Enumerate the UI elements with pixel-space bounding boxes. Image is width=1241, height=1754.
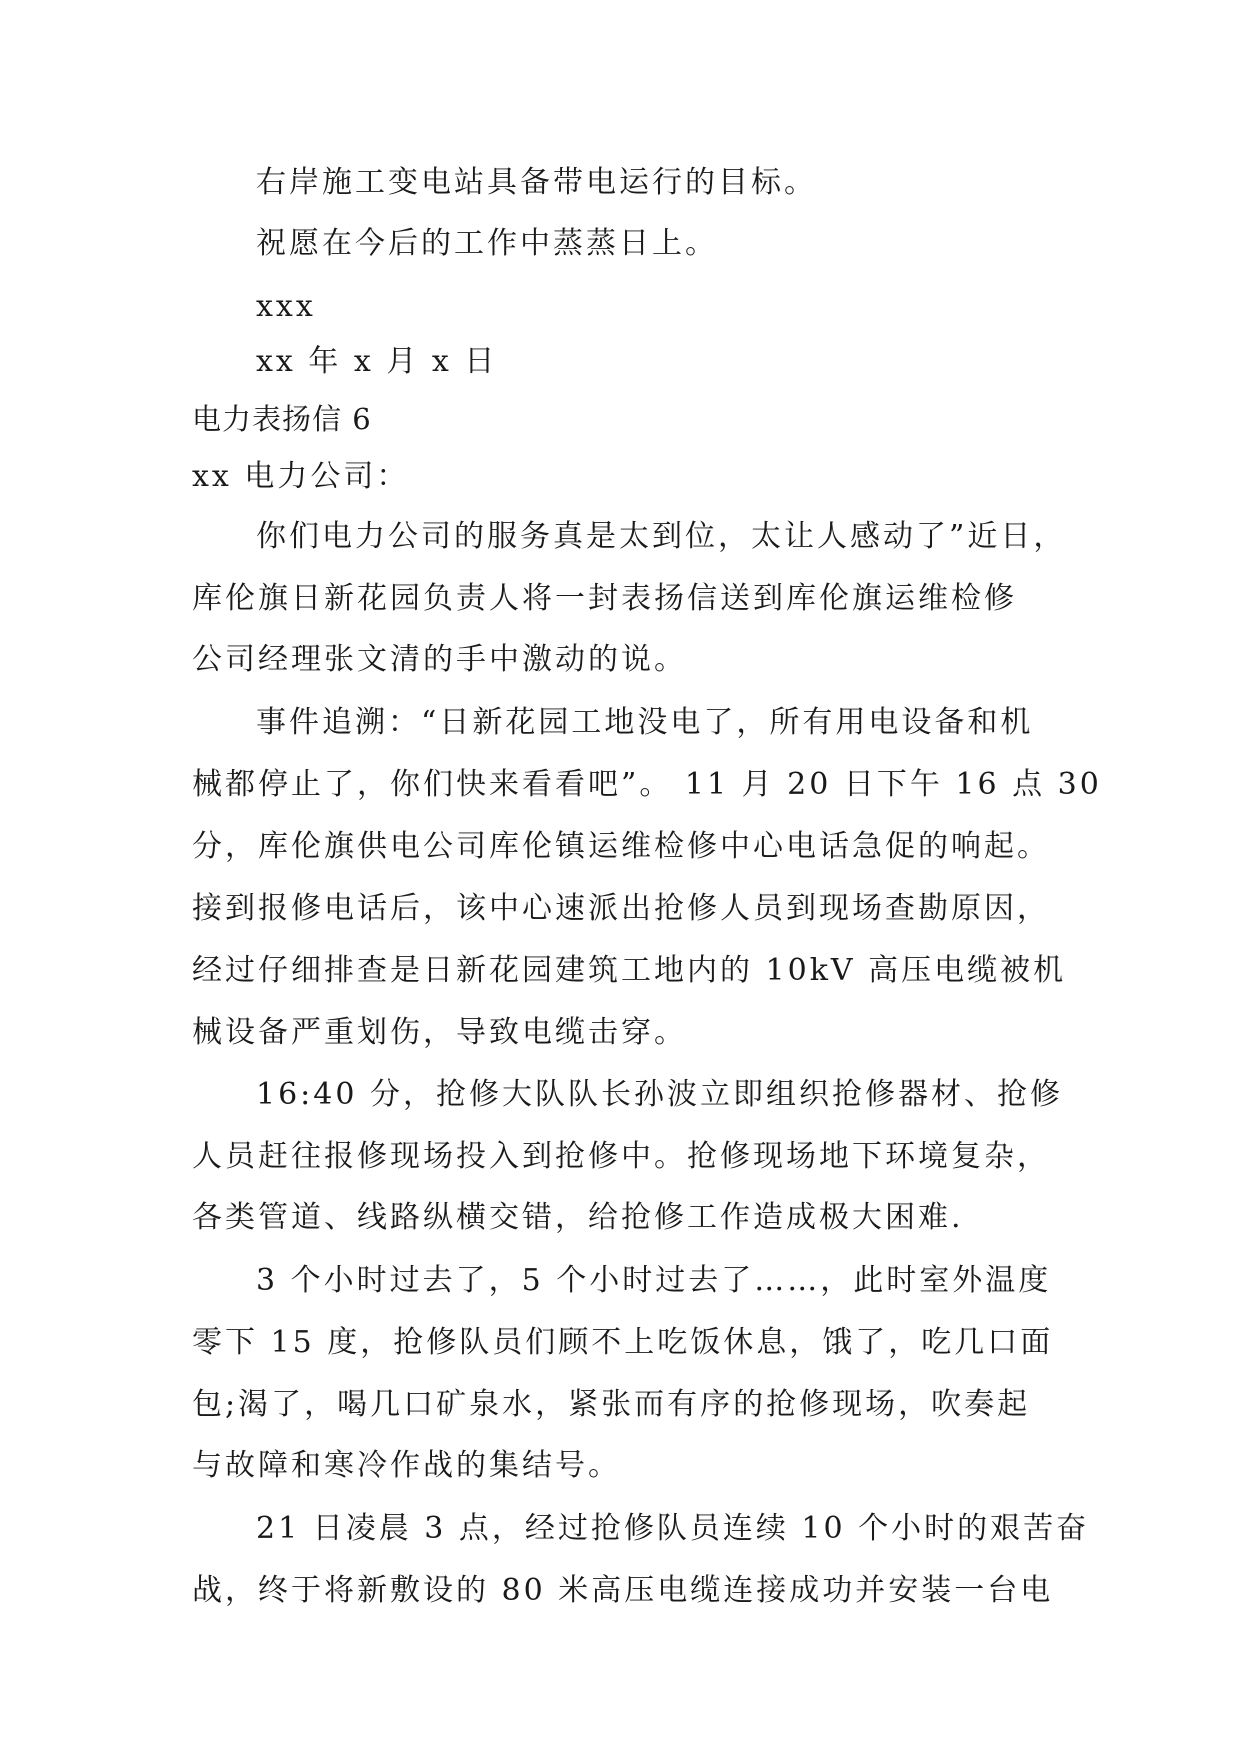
paragraph-line: 械设备严重划伤，导致电缆击穿。 xyxy=(192,1015,687,1050)
salutation: xx 电力公司： xyxy=(192,459,410,494)
paragraph-line: 16:40 分，抢修大队队长孙波立即组织抢修器材、抢修 xyxy=(256,1077,1063,1112)
paragraph-line: 你们电力公司的服务真是太到位，太让人感动了”近日， xyxy=(256,519,1067,554)
paragraph-line: 零下 15 度，抢修队员们顾不上吃饭休息，饿了，吃几口面 xyxy=(192,1325,1054,1360)
paragraph-line: 事件追溯：“日新花园工地没电了，所有用电设备和机 xyxy=(256,705,1034,740)
section-heading: 电力表扬信 6 xyxy=(192,402,372,436)
paragraph-line: 公司经理张文清的手中激动的说。 xyxy=(192,642,687,677)
paragraph-line: 接到报修电话后，该中心速派出抢修人员到现场查勘原因， xyxy=(192,891,1050,926)
paragraph-line: 右岸施工变电站具备带电运行的目标。 xyxy=(256,165,817,200)
paragraph-line: 械都停止了，你们快来看看吧”。 11 月 20 日下午 16 点 30 xyxy=(192,767,1102,802)
paragraph-line: 库伦旗日新花园负责人将一封表扬信送到库伦旗运维检修 xyxy=(192,581,1017,616)
paragraph-line: 包;渴了，喝几口矿泉水，紧张而有序的抢修现场，吹奏起 xyxy=(192,1387,1031,1422)
paragraph-line: 与故障和寒冷作战的集结号。 xyxy=(192,1448,621,1483)
paragraph-line: 21 日凌晨 3 点，经过抢修队员连续 10 个小时的艰苦奋 xyxy=(256,1511,1090,1546)
paragraph-line: 战，终于将新敷设的 80 米高压电缆连接成功并安装一台电 xyxy=(192,1573,1054,1608)
paragraph-line: 人员赶往报修现场投入到抢修中。抢修现场地下环境复杂， xyxy=(192,1139,1050,1174)
paragraph-line: 各类管道、线路纵横交错，给抢修工作造成极大困难. xyxy=(192,1200,964,1235)
paragraph-line: 3 个小时过去了，5 个小时过去了……，此时室外温度 xyxy=(256,1263,1052,1298)
paragraph-line: 祝愿在今后的工作中蒸蒸日上。 xyxy=(256,226,718,261)
paragraph-line: 分，库伦旗供电公司库伦镇运维检修中心电话急促的响起。 xyxy=(192,829,1050,864)
signature-date: xx 年 x 月 x 日 xyxy=(256,344,498,379)
paragraph-line: 经过仔细排查是日新花园建筑工地内的 10kV 高压电缆被机 xyxy=(192,953,1067,988)
signature-name: xxx xyxy=(256,289,316,324)
